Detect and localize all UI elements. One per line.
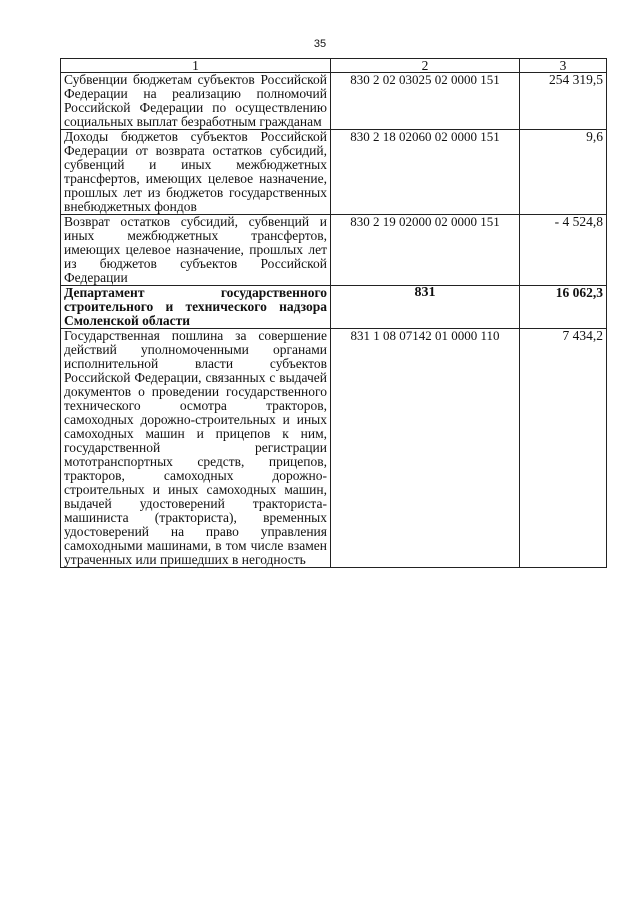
row-name: Субвенции бюджетам субъектов Российской Федерации на реализацию полномочий Российской Федерации по осуществлению социальных выплат безработным гражданам [61,73,331,130]
table-row [61,73,607,130]
department-code: 831 [331,286,520,329]
row-code: 830 2 18 02060 02 0000 151 [331,130,520,215]
row-sum: 254 319,5 [520,73,607,130]
table-row [61,130,607,215]
budget-revenue-table [60,58,607,568]
table-header-row [61,59,607,73]
row-sum: 9,6 [520,130,607,215]
row-name: Доходы бюджетов субъектов Российской Федерации от возврата остатков субсидий, субвенций и иных межбюджетных трансфертов, имеющих целевое назначение, прошлых лет из бюджетов государственных внебюджетных фондов [61,130,331,215]
row-name: Государственная пошлина за совершение действий уполномоченными органами исполнительной власти субъектов Российской Федерации, связанных с выдачей документов о проведении государственного технического осмотра тракторов, самоходных дорожно-строительных и иных самоходных машин и прицепов к ним, государственной регистрации мототранспортных средств, прицепов, тракторов, самоходных дорожно-строительных и иных самоходных машин, выдачей удостоверений тракториста-машиниста (тракториста), временных удостоверений на право управления самоходными машинами, в том числе взамен утраченных или пришедших в негодность [61,329,331,568]
department-sum: 16 062,3 [520,286,607,329]
row-code: 830 2 19 02000 02 0000 151 [331,215,520,286]
row-sum: 7 434,2 [520,329,607,568]
column-header-2: 2 [331,59,520,73]
row-name: Возврат остатков субсидий, субвенций и иных межбюджетных трансфертов, имеющих целевое назначение, прошлых лет из бюджетов субъектов Российской Федерации [61,215,331,286]
column-header-3: 3 [520,59,607,73]
page-number: 35 [313,38,327,50]
table-row [61,215,607,286]
row-sum: - 4 524,8 [520,215,607,286]
table-row [61,329,607,568]
department-row [61,286,607,329]
column-header-1: 1 [61,59,331,73]
department-name: Департамент государственного строительного и технического надзора Смоленской области [61,286,331,329]
row-code: 831 1 08 07142 01 0000 110 [331,329,520,568]
row-code: 830 2 02 03025 02 0000 151 [331,73,520,130]
